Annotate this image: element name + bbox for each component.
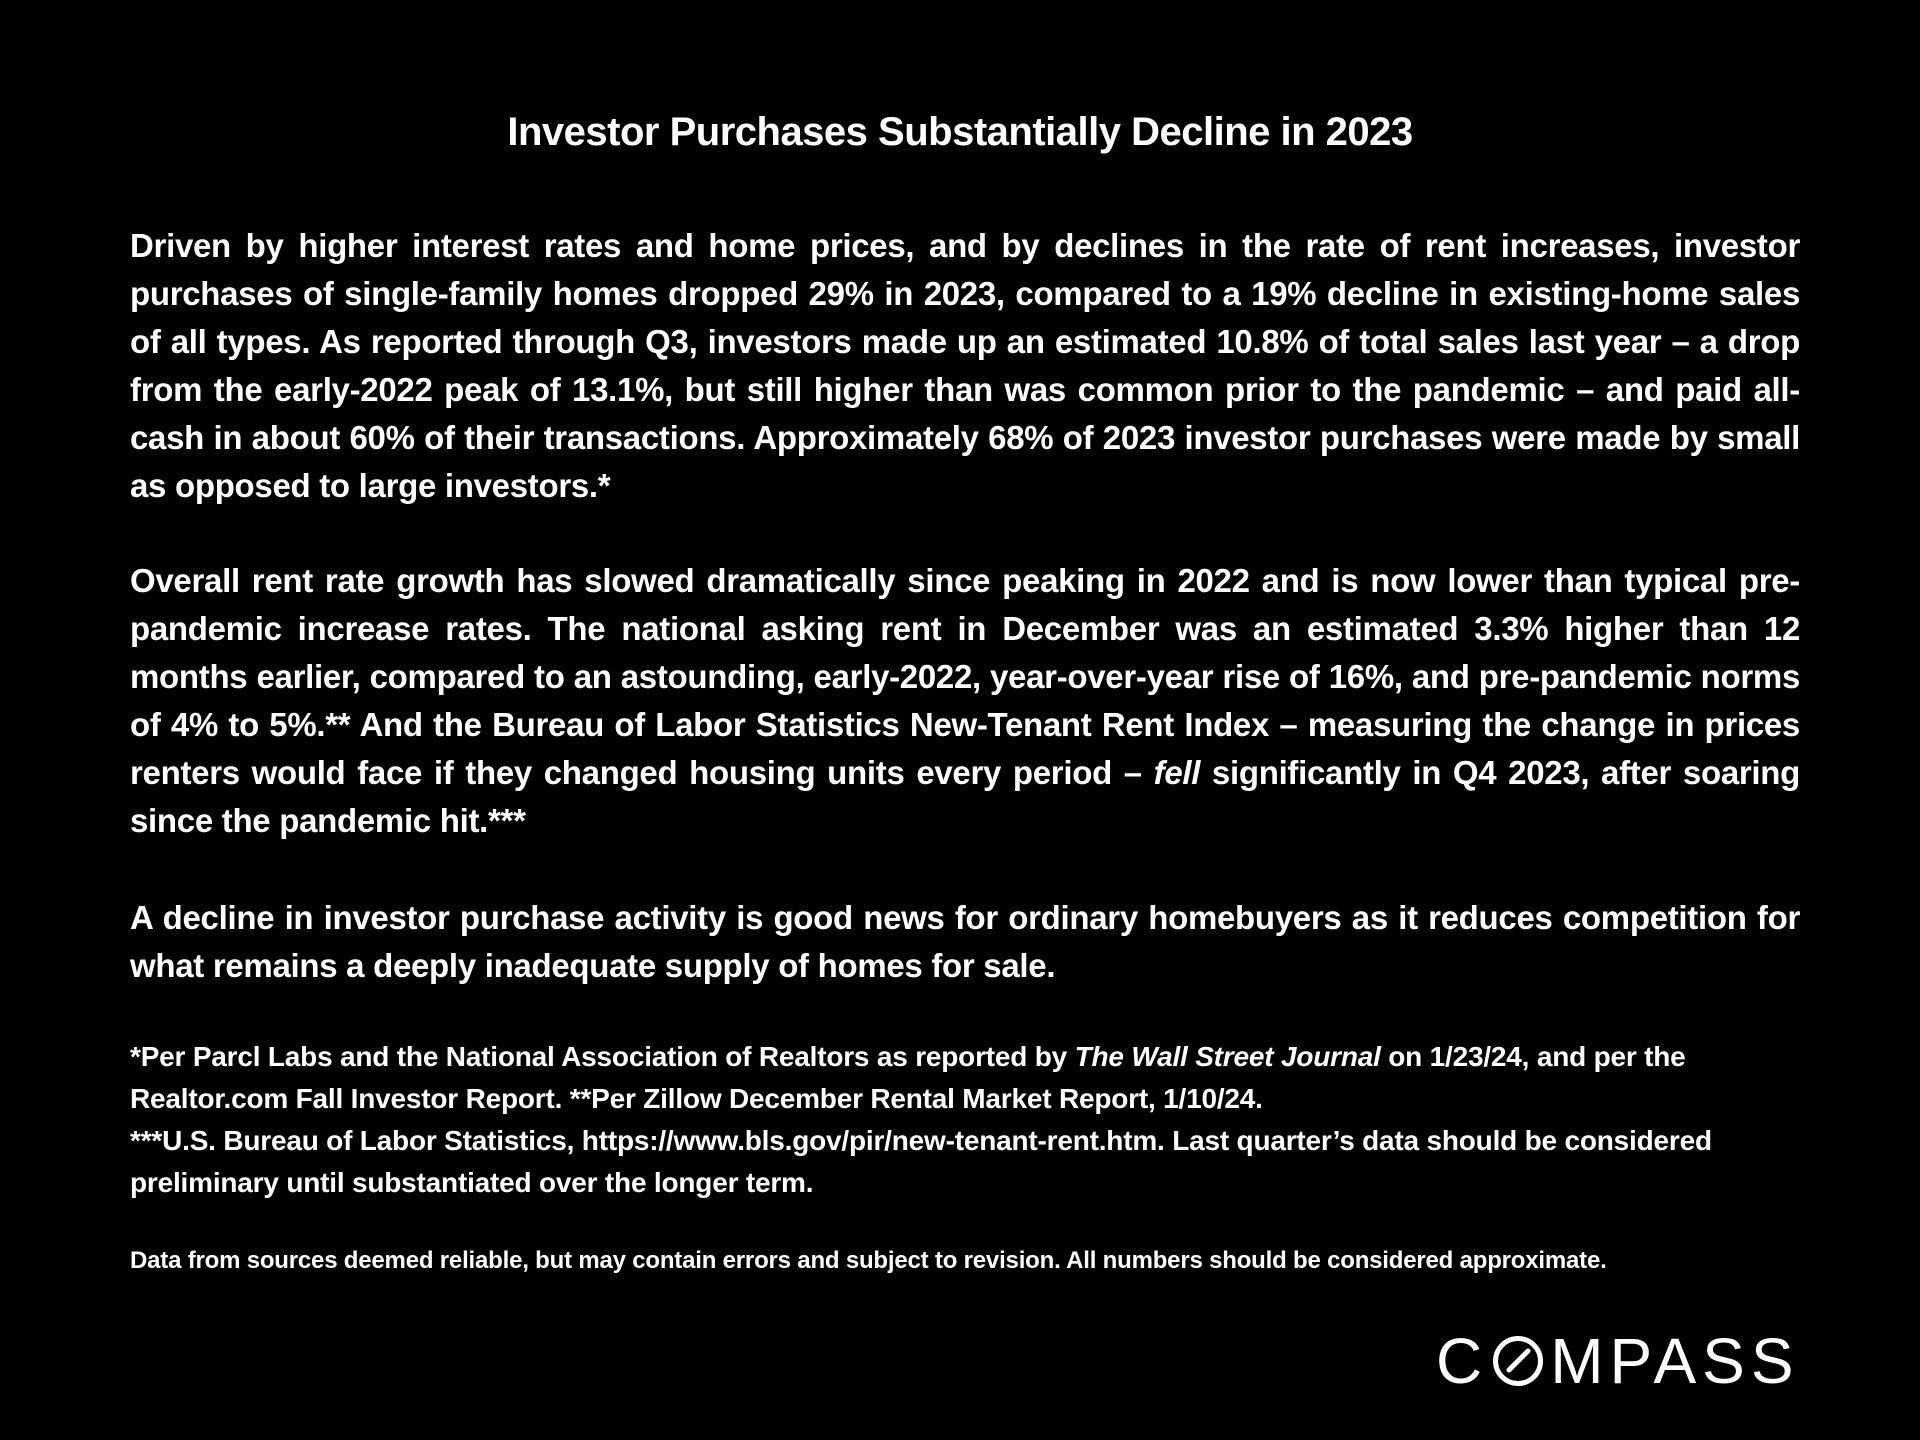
footnote-1 bbox=[130, 1036, 1800, 1120]
logo-suffix: MPASS bbox=[1550, 1325, 1800, 1397]
compass-logo bbox=[1436, 1325, 1846, 1397]
page-title: Investor Purchases Substantially Decline in 2023 bbox=[507, 110, 1413, 154]
paragraph-investor-purchases: Driven by higher interest rates and home prices, and by declines in the rate of rent increases, investor purchases of single-family homes dropped 29% in 2023, compared to a 19% decline in existing-home sales of all types. As reported through Q3, investors made up an estimated 10.8% of total sales last year – a drop from the early-2022 peak of 13.1%, but still higher than was common prior to the pandemic – and paid all-cash in about 60% of their transactions. Approximately 68% of 2023 investor purchases were made by small as opposed to large investors.* bbox=[130, 227, 1800, 504]
paragraph-rent-growth-text-end: significantly in Q4 2023, after soaring since the pandemic hit.*** bbox=[130, 754, 1800, 839]
paragraph-rent-growth-emphasis: fell bbox=[1153, 754, 1201, 791]
paragraph-rent-growth-text: Overall rent rate growth has slowed dramatically since peaking in 2022 and is now lower than typical pre-pandemic increase rates. The national asking rent in December was an estimated 3.3% higher than 12 months earlier, compared to an astounding, early-2022, year-over-year rise of 16%, and pre-pandemic norms of 4% to 5%.** And the Bureau of Labor Statistics New-Tenant Rent Index – measuring the change in prices renters would face if they changed housing units every period – bbox=[130, 562, 1800, 791]
footnote-1-text: *Per Parcl Labs and the National Association of Realtors as reported by bbox=[130, 1041, 1075, 1072]
footnote-1-text-end: on 1/23/24, and per the Realtor.com Fall Investor Report. **Per Zillow December Rental Market Report, 1/10/24. bbox=[130, 1041, 1686, 1114]
paragraph-rent-growth bbox=[130, 557, 1800, 845]
footnote-1-publication: The Wall Street Journal bbox=[1074, 1041, 1381, 1072]
footnote-2: ***U.S. Bureau of Labor Statistics, https://www.bls.gov/pir/new-tenant-rent.htm. Last quarter’s data should be considered preliminary until substantiated over the longer term. bbox=[130, 1125, 1712, 1198]
logo-prefix: C bbox=[1436, 1325, 1489, 1397]
disclaimer: Data from sources deemed reliable, but may contain errors and subject to revision. All numbers should be considered approximate. bbox=[130, 1247, 1607, 1274]
compass-o-icon bbox=[1492, 1335, 1544, 1387]
footnotes bbox=[130, 1036, 1800, 1204]
paragraph-homebuyers: A decline in investor purchase activity is good news for ordinary homebuyers as it reduces competition for what remains a deeply inadequate supply of homes for sale. bbox=[130, 899, 1800, 984]
